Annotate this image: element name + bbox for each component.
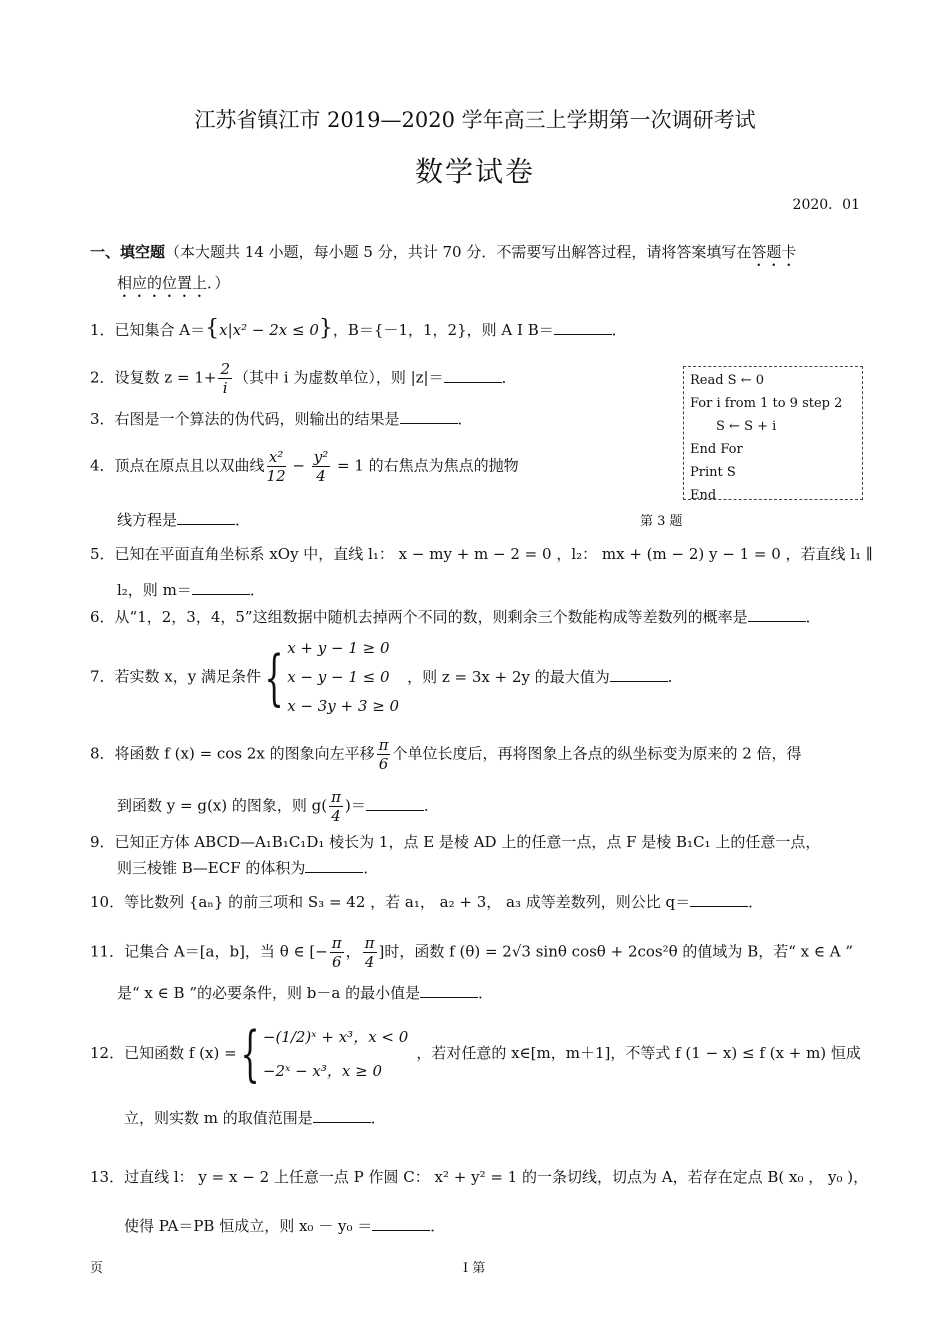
q11-den1: 6	[331, 953, 342, 971]
answer-blank[interactable]	[313, 1108, 371, 1123]
section-heading	[90, 241, 796, 270]
q8-den2: 4	[331, 807, 341, 825]
algorithm-box	[683, 366, 863, 503]
q7-text: 7．若实数 x，y 满足条件	[90, 667, 262, 686]
q1-set: x|x² − 2x ≤ 0	[219, 321, 319, 339]
answer-blank[interactable]	[400, 409, 458, 424]
q13-line2: 使得 PA＝PB 恒成立，则 x₀ － y₀ ＝	[124, 1217, 373, 1235]
q9-end: ．	[363, 859, 379, 877]
q8-fraction-2	[329, 788, 343, 825]
q5-text: 5．已知在平面直角坐标系 xOy 中，直线 l₁： x − my + m − 2 = 0 ，l₂： mx + (m − 2) y − 1 = 0 ，若直线 l₁ ∥	[90, 545, 873, 563]
answer-blank[interactable]	[192, 580, 250, 595]
q1-mid: ，B＝{－1，1，2}，则 A I B＝	[332, 321, 554, 339]
question-5	[90, 543, 873, 565]
exam-subtitle: 数学试卷	[414, 155, 535, 188]
q2-text: 2．设复数 z = 1+	[90, 368, 217, 387]
question-4-line2	[117, 509, 250, 531]
q4-fraction-2	[312, 448, 331, 485]
question-3	[90, 408, 473, 430]
q2-fraction	[218, 360, 232, 397]
q11-text: 11．记集合 A＝[a，b]，当 θ ∈ [−	[90, 942, 328, 961]
exam-title: 江苏省镇江市 2019—2020 学年高三上学期第一次调研考试	[194, 108, 756, 132]
q8-post: 个单位长度后，再将图象上各点的纵坐标变为原来的 2 倍，得	[392, 744, 802, 763]
section-name: 一、填空题	[90, 243, 166, 261]
q7-post: ，则 z = 3x + 2y 的最大值为	[407, 667, 610, 686]
question-4	[90, 448, 519, 485]
answer-blank[interactable]	[748, 607, 806, 622]
q4-fraction-1	[267, 448, 286, 485]
question-8	[90, 736, 802, 773]
q13-text: 13．过直线 l： y = x − 2 上任意一点 P 作圆 C： x² + y² = 1 的一条切线，切点为 A，若存在定点 B( x₀ ， y₀ )，	[90, 1168, 869, 1186]
answer-blank[interactable]	[305, 858, 363, 873]
q7-c3: x − 3y + 3 ≥ 0	[287, 697, 400, 715]
q1-text: 1．已知集合 A＝	[90, 321, 206, 339]
question-5-line2	[117, 579, 265, 601]
q8-end: ．	[423, 796, 439, 815]
answer-blank[interactable]	[372, 1216, 430, 1231]
q10-text: 10．等比数列 {aₙ} 的前三项和 S₃ = 42 ，若 a₁， a₂ + 3， a₃ 成等差数列，则公比 q＝	[90, 893, 691, 911]
q7-brace: {	[264, 642, 284, 713]
q6-text: 6．从“1，2，3，4，5”这组数据中随机去掉两个不同的数，则剩余三个数能构成等差数列的概率是	[90, 608, 748, 626]
q12-end: ．	[370, 1109, 386, 1127]
q6-end: ．	[805, 608, 821, 626]
q12-line2: 立，则实数 m 的取值范围是	[124, 1109, 313, 1127]
answer-blank[interactable]	[554, 320, 612, 335]
algo-line: For i from 1 to 9 step 2	[690, 396, 843, 411]
q11-end: ．	[478, 984, 494, 1002]
section-heading-line2	[117, 272, 230, 301]
q8-num2: π	[331, 788, 341, 806]
question-12	[90, 1020, 861, 1088]
question-6	[90, 606, 821, 628]
q10-end: ．	[748, 893, 764, 911]
q12-text: 12．已知函数 f (x) =	[90, 1044, 237, 1062]
q5-line2: l₂，则 m＝	[117, 581, 192, 599]
q2-mid: （其中 i 为虚数单位），则 |z|＝	[233, 368, 444, 387]
q8-num: π	[378, 736, 389, 754]
q11-line2: 是“ x ∈ B ”的必要条件，则 b－a 的最小值是	[117, 984, 421, 1002]
answer-blank[interactable]	[444, 368, 502, 383]
q5-end: ．	[249, 581, 265, 599]
footer-left: 页	[90, 1261, 104, 1276]
answer-blank[interactable]	[366, 796, 424, 811]
q13-end: ．	[430, 1217, 446, 1235]
q4-minus: −	[287, 456, 310, 475]
question-8-line2	[117, 788, 439, 825]
q8-den: 6	[378, 755, 389, 773]
q12-c1: −(1/2)ˣ + x³，x < 0	[262, 1028, 409, 1046]
algo-line: Read S ← 0	[690, 373, 765, 388]
footer-page: I 第	[463, 1261, 486, 1276]
q12-post: ，若对任意的 x∈[m，m＋1]，不等式 f (1 − x) ≤ f (x + m) 恒成	[416, 1044, 861, 1062]
question-12-line2	[124, 1107, 386, 1129]
q8-text: 8．将函数 f (x) = cos 2x 的图象向左平移	[90, 744, 375, 763]
q8-line2a: 到函数 y = g(x) 的图象，则 g(	[117, 796, 328, 815]
q4-d2: 4	[316, 467, 326, 485]
section-note: （本大题共 14 小题，每小题 5 分，共计 70 分．不需要写出解答过程，请将答案填写在	[165, 243, 752, 261]
algo-line: End For	[690, 442, 743, 457]
q11-comma: ，	[345, 942, 361, 961]
question-1: 1．已知集合 A＝{x|x² − 2x ≤ 0}，B＝{－1，1，2}，则 A I B＝ ．	[90, 316, 627, 341]
q11-fraction-1	[330, 934, 344, 971]
algo-line: S ← S + i	[716, 419, 777, 434]
answer-blank[interactable]	[420, 983, 478, 998]
q4-end: ．	[235, 511, 251, 529]
section-note-emphasis-2: 相应的位置上	[117, 274, 208, 292]
figure-caption: 第 3 题	[640, 514, 683, 529]
algo-line: End	[690, 488, 717, 503]
answer-blank[interactable]	[690, 892, 748, 907]
q12-cases	[263, 1020, 408, 1088]
question-13-line2	[124, 1215, 445, 1237]
q7-c2: x − y − 1 ≤ 0	[287, 668, 390, 686]
q4-d1: 12	[266, 467, 286, 485]
question-9	[90, 831, 820, 853]
question-13	[90, 1166, 868, 1188]
q7-c1: x + y − 1 ≥ 0	[287, 639, 390, 657]
q11-post: ]时，函数 f (θ) = 2√3 sinθ cosθ + 2cos²θ 的值域为 B，若“ x ∈ A ”	[378, 942, 854, 961]
q3-end: ．	[457, 410, 473, 428]
q4-text: 4．顶点在原点且以双曲线	[90, 456, 265, 475]
answer-blank[interactable]	[177, 510, 235, 525]
q1-end: ．	[611, 321, 627, 339]
answer-blank[interactable]	[610, 667, 668, 682]
q8-fraction	[377, 736, 391, 773]
question-11	[90, 934, 853, 971]
q9-line2: 则三棱锥 B—ECF 的体积为	[117, 859, 306, 877]
q4-n2: y²	[313, 448, 329, 466]
q4-line2: 线方程是	[117, 511, 178, 529]
q4-n1: x²	[267, 448, 286, 467]
section-note-end: ．）	[207, 274, 230, 292]
section-note-emphasis-1: 答题卡	[751, 243, 797, 261]
q8-line2b: )＝	[344, 796, 366, 815]
question-11-line2	[117, 982, 493, 1004]
q12-brace: {	[240, 1019, 260, 1089]
question-9-line2	[117, 857, 378, 879]
algo-line: Print S	[690, 465, 736, 480]
q3-text: 3．右图是一个算法的伪代码，则输出的结果是	[90, 410, 400, 428]
q9-text: 9．已知正方体 ABCD—A₁B₁C₁D₁ 棱长为 1，点 E 是棱 AD 上的任意一点，点 F 是棱 B₁C₁ 上的任意一点，	[90, 833, 821, 851]
q2-num: 2	[220, 360, 230, 378]
q11-num2: π	[364, 934, 375, 952]
q4-post: = 1 的右焦点为焦点的抛物	[332, 456, 519, 475]
q11-num1: π	[331, 934, 342, 952]
q2-den: i	[222, 379, 228, 397]
q2-end: ．	[501, 368, 517, 387]
exam-date: 2020．01	[792, 197, 860, 213]
q11-den2: 4	[364, 953, 375, 971]
q11-fraction-2	[363, 934, 377, 971]
q7-end: ．	[667, 667, 683, 686]
question-2	[90, 360, 517, 397]
question-7	[90, 634, 683, 721]
q7-conditions	[287, 634, 399, 721]
question-10	[90, 891, 763, 913]
q12-c2: −2ˣ − x³，x ≥ 0	[262, 1062, 382, 1080]
